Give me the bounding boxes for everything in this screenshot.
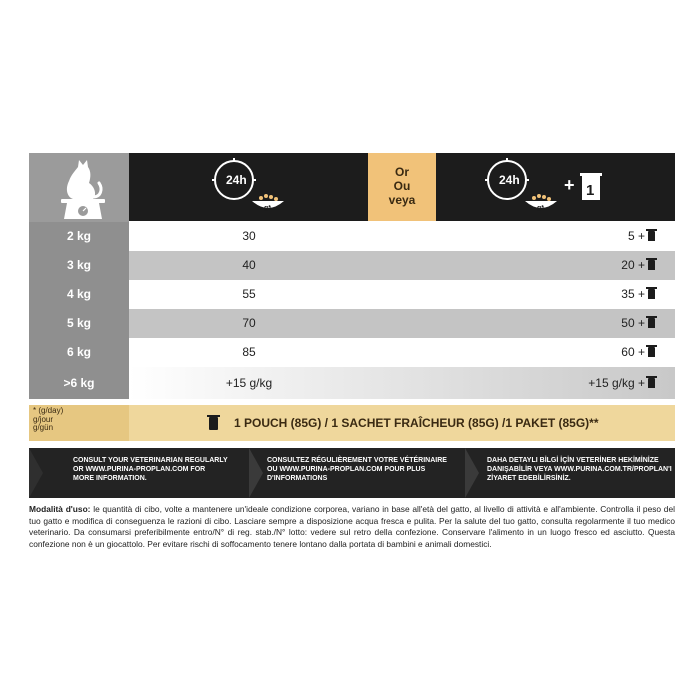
svg-text:g*: g* <box>537 205 544 212</box>
grams-per-day-note: * (g/day) g/jour g/gün <box>33 406 64 432</box>
chevron-decor <box>29 448 43 498</box>
dry-amount-cell: 70 <box>242 316 256 330</box>
svg-text:24h: 24h <box>499 173 520 187</box>
vet-advice-fr: CONSULTEZ RÉGULIÈREMENT VOTRE VÉTÉRINAIRE OU WWW.PURINA-PROPLAN.COM POUR PLUS D'INFORMATIONS <box>267 457 447 482</box>
or-label-tr: veya <box>388 193 416 207</box>
table-row <box>29 222 675 251</box>
weight-cell: 6 kg <box>29 338 129 367</box>
pouch-icon <box>648 318 655 328</box>
weight-cell: 2 kg <box>29 222 129 251</box>
dry-amount-cell: 30 <box>242 229 256 243</box>
table-row <box>29 309 675 338</box>
mix-amount-cell: 5 + <box>455 222 655 251</box>
chevron-decor <box>249 448 263 498</box>
usage-label: Modalità d'uso: <box>29 504 91 514</box>
usage-instructions <box>29 504 675 550</box>
pouch-size-text: 1 POUCH (85G) / 1 SACHET FRAÎCHEUR (85G) /1 PAKET (85G)** <box>234 416 599 430</box>
weight-cell: 3 kg <box>29 251 129 280</box>
vet-advice-en: CONSULT YOUR VETERINARIAN REGULARLY OR WWW.PURINA-PROPLAN.COM FOR MORE INFORMATION. <box>73 457 228 482</box>
pouch-icon <box>648 347 655 357</box>
cat-on-scale-icon <box>29 153 129 230</box>
mix-amount-cell: 35 + <box>455 280 655 309</box>
pouch-footnote-strip <box>29 405 675 441</box>
clock-label: 24h <box>226 173 247 187</box>
clock-24h-bowl-plus-pouch-icon <box>436 153 675 221</box>
dry-food-header-cell <box>129 153 368 221</box>
or-label-en: Or <box>394 165 409 179</box>
dry-amount-cell: 55 <box>242 287 256 301</box>
svg-text:g*: g* <box>264 205 271 212</box>
mix-amount-cell: +15 g/kg + <box>455 367 655 399</box>
mixed-feeding-header-cell <box>436 153 675 221</box>
pouch-icon <box>648 231 655 241</box>
table-row <box>29 338 675 367</box>
mix-amount-cell: 20 + <box>455 251 655 280</box>
dry-amount-cell: +15 g/kg <box>225 376 273 390</box>
table-row <box>29 251 675 280</box>
pouch-icon <box>648 289 655 299</box>
weight-cell: >6 kg <box>29 367 129 399</box>
usage-text: le quantità di cibo, volte a mantenere un'ideale condizione corporea, variano in base all'età del gatto, al livello di attività e all'ambiente. Controlla il peso del tuo gatto e modifica di conseguenza le razioni di cibo. Lasciare sempre a disposizione acqua fresca e pulita. Per la salute del tuo gatto, consulta regolarmente il tuo medico veterinario. Da consumarsi preferibilmente entro/N° di reg. stab./N° lotto: vedere sul retro della confezione. Conservare l'alimento in un luogo fresco ed asciutto. Questa confezione non è un giocattolo. Per evitare rischi di soffocamento tenere lontano dalla portata di bambini e animali domestici. <box>29 504 675 549</box>
table-row <box>29 367 675 399</box>
cat-scale-header-cell <box>29 153 129 230</box>
chevron-decor <box>465 448 479 498</box>
or-label-fr: Ou <box>393 179 411 193</box>
mix-amount-cell: 50 + <box>455 309 655 338</box>
weight-cell: 5 kg <box>29 309 129 338</box>
table-row <box>29 280 675 309</box>
dry-amount-cell: 40 <box>242 258 256 272</box>
or-separator-cell <box>368 153 436 221</box>
vet-advice-tr: DAHA DETAYLI BİLGİ İÇİN VETERİNER HEKİMİNİZE DANIŞABİLİR VEYA WWW.PURINA.COM.TR/PROPLAN'I ZİYARET EDEBİLİRSİNİZ. <box>487 457 672 482</box>
weight-cell: 4 kg <box>29 280 129 309</box>
svg-text:1: 1 <box>586 182 595 199</box>
pouch-icon <box>209 417 218 430</box>
mix-amount-cell: 60 + <box>455 338 655 367</box>
vet-advice-banner <box>29 448 675 498</box>
pouch-icon <box>648 378 655 388</box>
clock-24h-bowl-icon <box>129 153 368 221</box>
dry-amount-cell: 85 <box>242 345 256 359</box>
pouch-icon <box>648 260 655 270</box>
svg-text:+: + <box>564 175 575 195</box>
